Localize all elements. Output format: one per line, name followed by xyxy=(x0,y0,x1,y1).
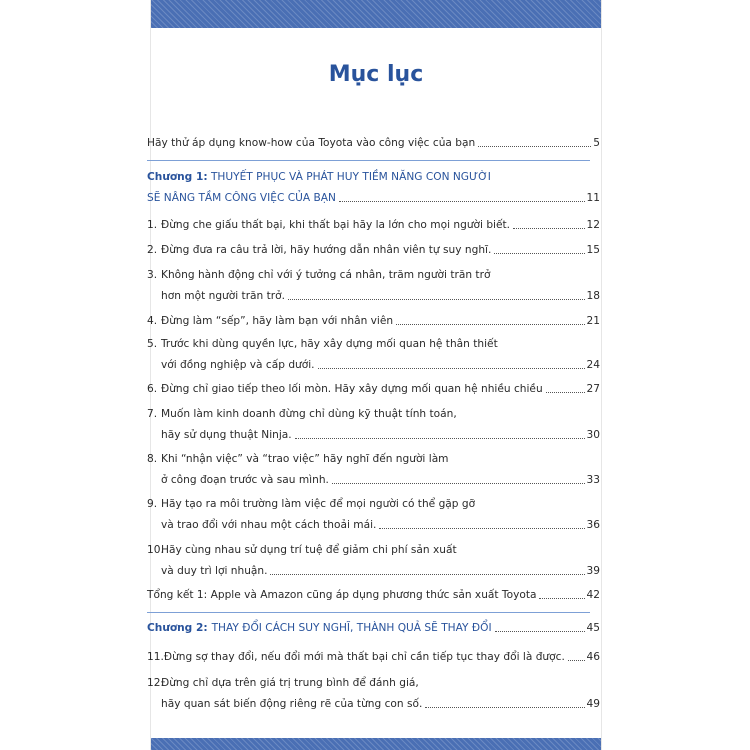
toc-page-number: 27 xyxy=(586,383,600,395)
leader-dots xyxy=(495,630,585,632)
leader-dots xyxy=(494,252,584,254)
leader-dots xyxy=(288,298,585,300)
toc-entry[interactable] xyxy=(147,219,600,232)
toc-entry-text: Hãy thử áp dụng know-how của Toyota vào công việc của bạn xyxy=(147,137,476,149)
toc-entry-text-cont: và duy trì lợi nhuận. xyxy=(161,565,268,577)
chapter-title: THAY ĐỔI CÁCH SUY NGHĨ, THÀNH QUẢ SẼ THAY ĐỔI xyxy=(211,622,492,634)
toc-entry-text-cont: ở công đoạn trước và sau mình. xyxy=(161,474,329,486)
toc-page-number: 12 xyxy=(586,219,600,231)
chapter-title-line2: SẼ NÂNG TẦM CÔNG VIỆC CỦA BẠN xyxy=(147,192,336,204)
toc-page-number: 15 xyxy=(586,244,600,256)
chapter-label: Chương 1: xyxy=(147,171,208,183)
toc-entry-number: 1. xyxy=(147,219,158,231)
leader-dots xyxy=(379,527,584,529)
toc-entry-text-cont: hơn một người trăn trở. xyxy=(161,290,285,302)
toc-page-number: 24 xyxy=(586,359,600,371)
toc-entry-text: Hãy tạo ra môi trường làm việc để mọi người có thể gặp gỡ xyxy=(161,498,476,510)
leader-dots xyxy=(546,391,585,393)
toc-entry-text: Hãy cùng nhau sử dụng trí tuệ để giảm chi phí sản xuất xyxy=(161,544,457,556)
leader-dots xyxy=(396,323,584,325)
toc-entry-text-cont: hãy quan sát biến động riêng rẽ của từng con số. xyxy=(161,698,423,710)
toc-entry-line1[interactable] xyxy=(147,498,475,511)
leader-dots xyxy=(270,573,584,575)
toc-entry-text: Đừng chỉ dựa trên giá trị trung bình để đánh giá, xyxy=(161,677,419,689)
leader-dots xyxy=(332,482,585,484)
toc-entry[interactable] xyxy=(147,383,600,396)
toc-entry[interactable] xyxy=(161,698,600,711)
chapter-2-heading[interactable] xyxy=(147,622,600,635)
toc-page-number: 49 xyxy=(586,698,600,710)
toc-entry[interactable] xyxy=(147,315,600,328)
toc-entry-text: Khi “nhận việc” và “trao việc” hãy nghĩ đến người làm xyxy=(161,453,449,465)
toc-entry-text: Không hành động chỉ với ý tưởng cá nhân, trăm người trăn trở xyxy=(161,269,491,281)
leader-dots xyxy=(318,367,585,369)
toc-page-number: 21 xyxy=(586,315,600,327)
toc-entry-number: 7. xyxy=(147,408,158,420)
toc-entry[interactable] xyxy=(161,519,600,532)
leader-dots xyxy=(478,145,591,147)
toc-entry[interactable] xyxy=(161,359,600,372)
toc-entry-number: 12. xyxy=(147,677,164,689)
toc-entry-text-cont: với đồng nghiệp và cấp dưới. xyxy=(161,359,315,371)
leader-dots xyxy=(513,227,584,229)
bottom-decorative-band xyxy=(151,738,601,750)
toc-entry-number: 9. xyxy=(147,498,158,510)
toc-entry-text-cont: và trao đổi với nhau một cách thoải mái. xyxy=(161,519,377,531)
toc-entry[interactable] xyxy=(147,651,600,664)
toc-entry-text: Đừng chỉ giao tiếp theo lối mòn. Hãy xây dựng mối quan hệ nhiều chiều xyxy=(161,383,543,395)
toc-page-number: 11 xyxy=(586,192,600,204)
chapter-1-heading-line2[interactable] xyxy=(147,192,600,205)
toc-entry-text: Trước khi dùng quyền lực, hãy xây dựng mối quan hệ thân thiết xyxy=(161,338,498,350)
toc-page-number: 45 xyxy=(586,622,600,634)
leader-dots xyxy=(539,597,584,599)
toc-entry-intro[interactable] xyxy=(147,137,600,150)
toc-entry-text: Đừng che giấu thất bại, khi thất bại hãy la lớn cho mọi người biết. xyxy=(161,219,511,231)
toc-entry[interactable] xyxy=(161,429,600,442)
toc-page-number: 33 xyxy=(586,474,600,486)
toc-entry-line1[interactable] xyxy=(147,453,449,466)
leader-dots xyxy=(339,200,585,202)
page-title: Mục lục xyxy=(328,62,424,87)
toc-page-number: 42 xyxy=(586,589,600,601)
leader-dots xyxy=(295,437,585,439)
toc-entry-line1[interactable] xyxy=(147,544,457,557)
toc-entry-text: Đừng sợ thay đổi, nếu đổi mới mà thất bại chỉ cần tiếp tục thay đổi là được. xyxy=(163,651,565,663)
toc-entry-number: 2. xyxy=(147,244,158,256)
chapter-title-line1: THUYẾT PHỤC VÀ PHÁT HUY TIỀM NĂNG CON NGƯỜI xyxy=(210,171,491,183)
chapter-2-heading-text xyxy=(147,622,492,635)
toc-entry-number: 6. xyxy=(147,383,158,395)
toc-entry-number: 3. xyxy=(147,269,158,281)
toc-entry-line1[interactable] xyxy=(147,269,490,282)
chapter-1-heading-line1[interactable] xyxy=(147,171,491,184)
toc-page-number: 30 xyxy=(586,429,600,441)
top-decorative-band xyxy=(151,0,601,28)
toc-entry-text: Đừng làm “sếp”, hãy làm bạn với nhân viên xyxy=(161,315,394,327)
toc-entry-number: 8. xyxy=(147,453,158,465)
toc-page-number: 36 xyxy=(586,519,600,531)
toc-page-number: 18 xyxy=(586,290,600,302)
toc-entry[interactable] xyxy=(161,565,600,578)
toc-entry[interactable] xyxy=(161,290,600,303)
leader-dots xyxy=(568,659,585,661)
leader-dots xyxy=(425,706,584,708)
toc-entry-line1[interactable] xyxy=(147,408,457,421)
toc-entry-summary-1[interactable] xyxy=(147,589,600,602)
section-divider xyxy=(147,612,590,613)
toc-page-number: 5 xyxy=(593,137,600,149)
section-divider xyxy=(147,160,590,161)
toc-entry-line1[interactable] xyxy=(147,677,419,690)
book-page xyxy=(150,0,602,750)
toc-entry-text: Đừng đưa ra câu trả lời, hãy hướng dẫn nhân viên tự suy nghĩ. xyxy=(161,244,492,256)
toc-entry-number: 5. xyxy=(147,338,158,350)
toc-entry-text-cont: hãy sử dụng thuật Ninja. xyxy=(161,429,292,441)
toc-entry-text: Tổng kết 1: Apple và Amazon cũng áp dụng phương thức sản xuất Toyota xyxy=(147,589,537,601)
toc-page-number: 39 xyxy=(586,565,600,577)
toc-entry-number: 4. xyxy=(147,315,158,327)
toc-page-number: 46 xyxy=(586,651,600,663)
toc-entry[interactable] xyxy=(161,474,600,487)
toc-entry-text: Muốn làm kinh doanh đừng chỉ dùng kỹ thuật tính toán, xyxy=(161,408,457,420)
toc-entry-line1[interactable] xyxy=(147,338,498,351)
toc-entry-number: 11. xyxy=(147,651,164,663)
toc-entry[interactable] xyxy=(147,244,600,257)
chapter-label: Chương 2: xyxy=(147,622,208,634)
toc-entry-number: 10. xyxy=(147,544,164,556)
